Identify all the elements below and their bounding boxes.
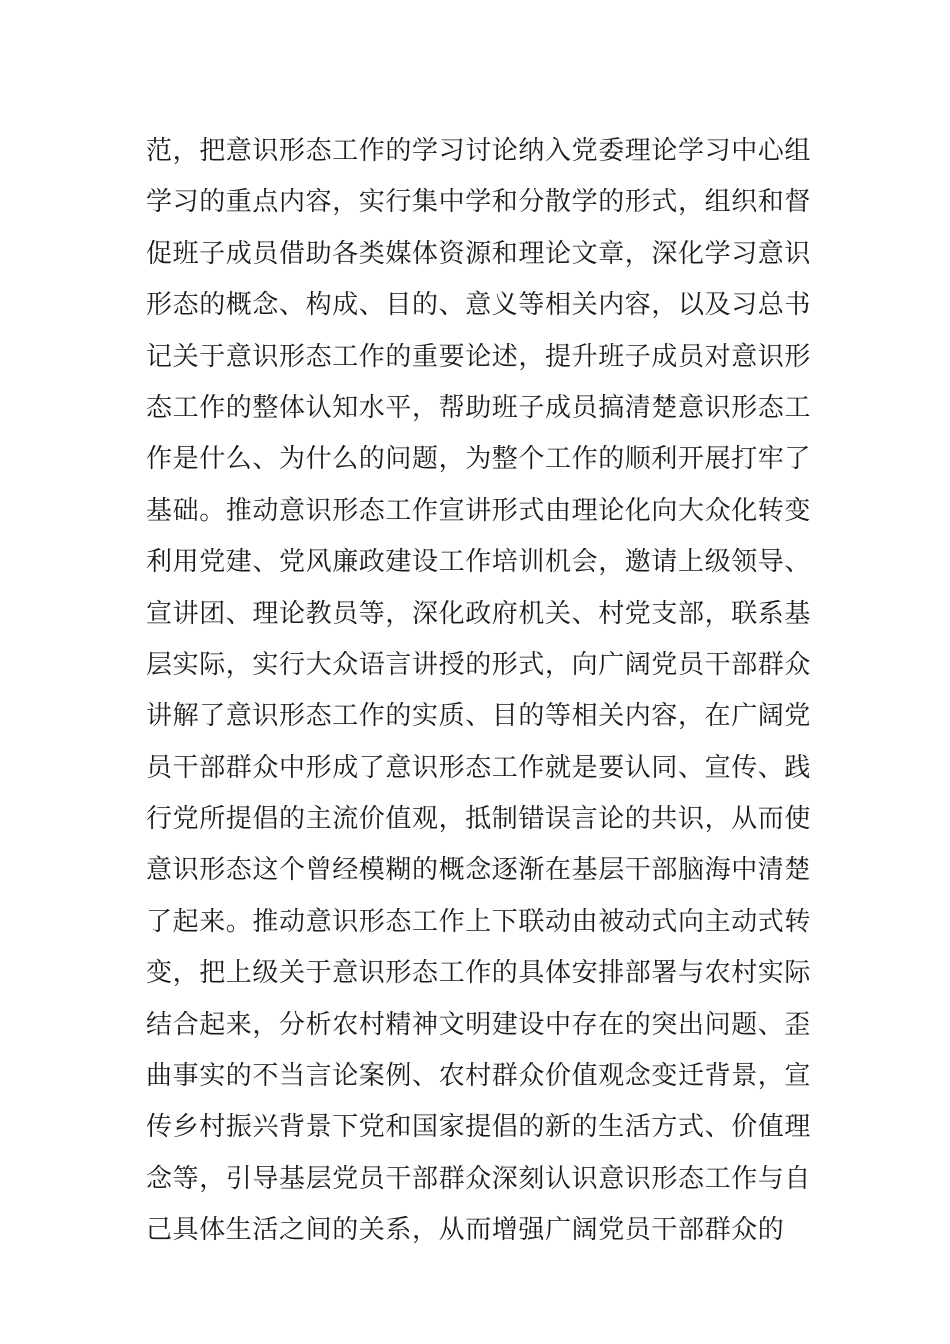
text-line: 记关于意识形态工作的重要论述，提升班子成员对意识形 bbox=[146, 341, 812, 372]
text-line: 结合起来，分析农村精神文明建设中存在的突出问题、歪 bbox=[146, 1009, 812, 1040]
text-line: 层实际，实行大众语言讲授的形式，向广阔党员干部群众 bbox=[146, 649, 812, 680]
text-line: 宣讲团、理论教员等，深化政府机关、村党支部，联系基 bbox=[146, 598, 812, 629]
text-line: 范，把意识形态工作的学习讨论纳入党委理论学习中心组 bbox=[146, 136, 812, 166]
text-line: 曲事实的不当言论案例、农村群众价值观念变迁背景，宣 bbox=[146, 1061, 812, 1092]
text-line: 己具体生活之间的关系，从而增强广阔党员干部群众的 bbox=[146, 1215, 785, 1246]
text-line: 促班子成员借助各类媒体资源和理论文章，深化学习意识 bbox=[146, 238, 812, 269]
text-line: 意识形态这个曾经模糊的概念逐渐在基层干部脑海中清楚 bbox=[146, 855, 812, 886]
text-line: 传乡村振兴背景下党和国家提倡的新的生活方式、价值理 bbox=[146, 1112, 812, 1143]
text-line: 讲解了意识形态工作的实质、目的等相关内容，在广阔党 bbox=[146, 701, 812, 732]
text-line: 念等，引导基层党员干部群众深刻认识意识形态工作与自 bbox=[146, 1163, 812, 1194]
body-text bbox=[146, 126, 826, 1257]
text-line: 学习的重点内容，实行集中学和分散学的形式，组织和督 bbox=[146, 187, 812, 218]
text-line: 利用党建、党风廉政建设工作培训机会，邀请上级领导、 bbox=[146, 547, 812, 578]
text-line: 形态的概念、构成、目的、意义等相关内容，以及习总书 bbox=[146, 290, 812, 321]
text-line: 变，把上级关于意识形态工作的具体安排部署与农村实际 bbox=[146, 958, 812, 989]
text-line: 员干部群众中形成了意识形态工作就是要认同、宣传、践 bbox=[146, 752, 812, 783]
text-line: 态工作的整体认知水平，帮助班子成员搞清楚意识形态工 bbox=[146, 392, 812, 423]
text-line: 了起来。推动意识形态工作上下联动由被动式向主动式转 bbox=[146, 906, 812, 937]
text-line: 行党所提倡的主流价值观，抵制错误言论的共识，从而使 bbox=[146, 804, 812, 835]
text-line: 作是什么、为什么的问题，为整个工作的顺利开展打牢了 bbox=[146, 444, 812, 475]
text-line: 基础。推动意识形态工作宣讲形式由理论化向大众化转变 bbox=[146, 495, 812, 526]
